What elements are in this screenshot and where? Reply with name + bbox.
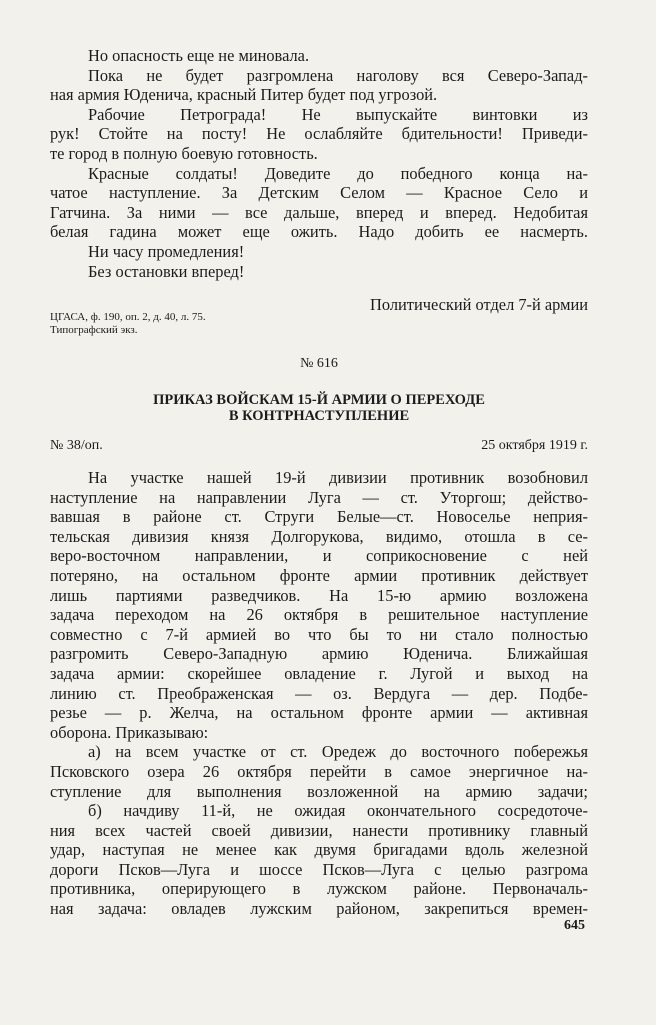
letter-text: [50, 46, 588, 315]
text-line: ная армия Юденича, красный Питер будет под угрозой.: [50, 85, 438, 105]
signature: Политический отдел 7-й армии: [370, 295, 588, 315]
text-line: Красные солдаты! Доведите до победного конца на-: [88, 163, 588, 183]
text-line: задача переходом на 26 октября в решительное наступление: [50, 605, 588, 625]
text-line: тельская дивизия князя Долгорукова, видимо, отошла в се-: [50, 526, 588, 546]
text-line: задача армии: скорейшее овладение г. Лугой и выход на: [50, 663, 588, 683]
text-line: совместно с 7-й армией во что бы то ни стало полностью: [50, 624, 588, 644]
document-title-line-1: ПРИКАЗ ВОЙСКАМ 15-Й АРМИИ О ПЕРЕХОДЕ: [153, 392, 485, 408]
text-line: Гатчина. За ними — все дальше, вперед и вперед. Недобитая: [50, 202, 588, 222]
text-line: противника, оперирующего в лужском районе. Первоначаль-: [50, 879, 588, 899]
page-number: 645: [564, 918, 585, 933]
text-line: наступление на направлении Луга — ст. Уторгош; действо-: [50, 487, 588, 507]
text-line: ния всех частей своей дивизии, нанести противнику главный: [50, 820, 588, 840]
order-ref: № 38/оп.: [50, 438, 103, 453]
text-line: Ни часу промедления!: [88, 241, 245, 261]
text-line: б) начдиву 11-й, не ожидая окончательного сосредоточе-: [88, 801, 588, 821]
text-line: вавшая в районе ст. Струги Белые—ст. Новоселье неприя-: [50, 507, 588, 527]
text-line: Псковского озера 26 октября перейти в самое энергичное на-: [50, 761, 588, 781]
order-text: [50, 468, 588, 919]
text-line: ная задача: овладев лужским районом, закрепиться времен-: [50, 899, 588, 919]
text-line: Пока не будет разгромлена наголову вся Северо-Запад-: [88, 65, 588, 85]
text-line: Но опасность еще не миновала.: [88, 46, 310, 65]
text-line: ступление для выполнения возложенной на армию задачи;: [50, 781, 588, 801]
text-line: Рабочие Петрограда! Не выпускайте винтовки из: [88, 104, 588, 124]
text-line: белая гадина может еще ожить. Надо добить ее насмерть.: [50, 222, 588, 242]
text-line: дороги Псков—Луга и шоссе Псков—Луга с целью разгрома: [50, 859, 588, 879]
text-line: те город в полную боевую готовность.: [50, 143, 318, 163]
text-line: лишь партиями разведчиков. На 15-ю армию возложена: [50, 585, 588, 605]
archive-reference: [50, 311, 350, 336]
text-line: рук! Стойте на посту! Не ослабляйте бдительности! Приведи-: [50, 124, 588, 144]
source-note: Типографский экз.: [50, 323, 138, 336]
order-heading: [50, 356, 588, 454]
order-date: 25 октября 1919 г.: [481, 438, 588, 453]
text-line: разгромить Северо-Западную армию Юденича. Ближайшая: [50, 644, 588, 664]
source: ЦГАСА, ф. 190, оп. 2, д. 40, л. 75.: [50, 311, 206, 323]
text-line: удар, наступая не менее как двумя бригадами вдоль железной: [50, 840, 588, 860]
text-line: резье — р. Желча, на остальном фронте армии — активная: [50, 703, 588, 723]
document-title-line-2: В КОНТРНАСТУПЛЕНИЕ: [228, 408, 410, 424]
reference-row: [50, 438, 588, 454]
text-line: линию ст. Преображенская — оз. Вердуга — дер. Подбе-: [50, 683, 588, 703]
text-line: оборона. Приказываю:: [50, 722, 209, 742]
text-line: Без остановки вперед!: [88, 261, 245, 281]
text-line: потеряно, на остальном фронте армии противник действует: [50, 565, 588, 585]
text-line: а) на всем участке от ст. Оредеж до восточного побережья: [88, 742, 588, 762]
text-line: На участке нашей 19-й дивизии противник возобновил: [88, 468, 588, 487]
text-line: веро-восточном направлении, и соприкосновение с ней: [50, 546, 588, 566]
text-line: чатое наступление. За Детским Селом — Красное Село и: [50, 183, 588, 203]
document-number: № 616: [300, 356, 338, 371]
